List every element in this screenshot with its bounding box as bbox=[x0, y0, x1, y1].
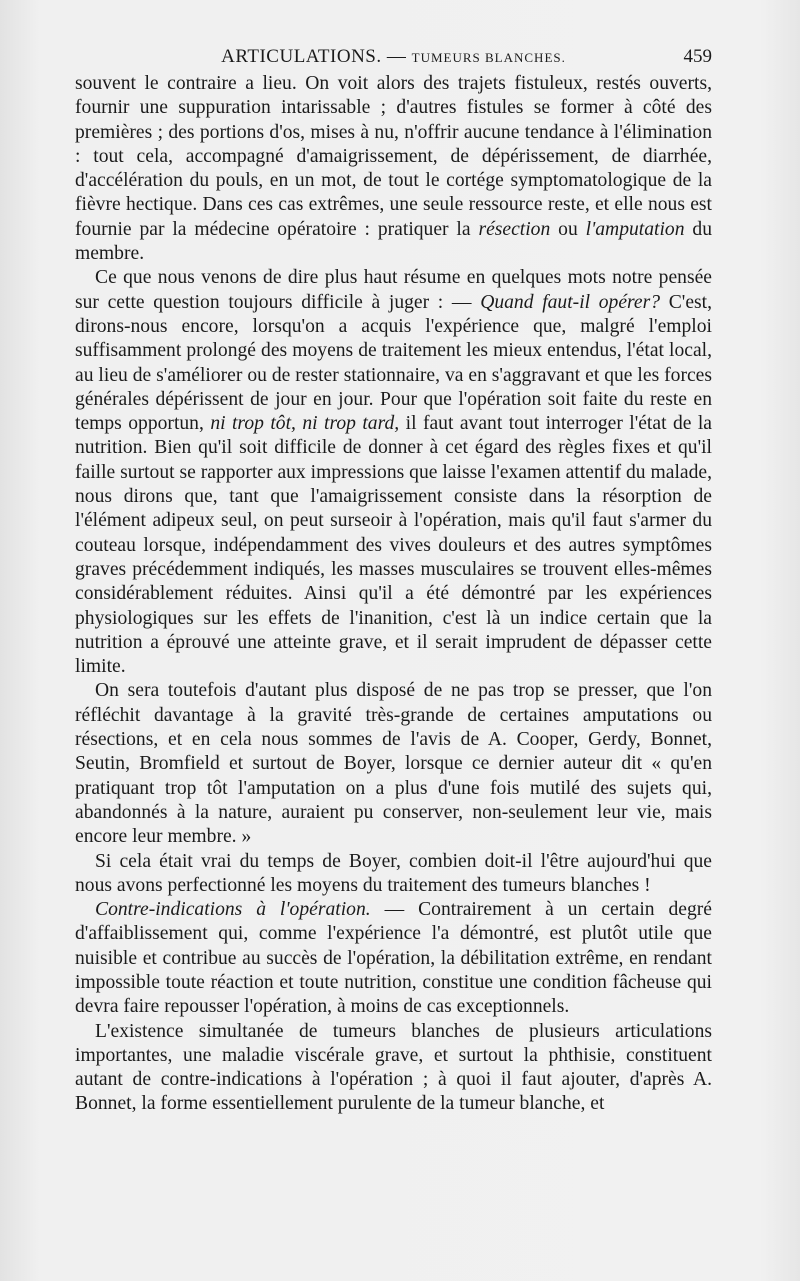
paragraph-6: L'existence simultanée de tumeurs blanches de plusieurs articulations importantes, une maladie viscérale grave, et surtout la phthisie, constituent autant de contre-indications à l'opération ; à quoi il faut ajouter, d'après A. Bonnet, la forme essentiellement purulente de la tumeur blanche, et bbox=[75, 1020, 712, 1115]
paragraph-3: On sera toutefois d'autant plus disposé de ne pas trop se presser, que l'on réfléchit davantage à la gravité très-grande de certaines amputations ou résections, et en cela nous sommes de l'avis de A. Cooper, Gerdy, Bonnet, Seutin, Bromfield et surtout de Boyer, lorsque ce dernier auteur dit « qu'en pratiquant trop tôt l'amputation on a plus d'une fois mutilé des sujets qui, abandonnés à la nature, auraient pu conserver, non-seulement leur vie, mais encore leur membre. » bbox=[75, 680, 712, 848]
paragraph-1: souvent le contraire a lieu. On voit alors des trajets fistuleux, restés ouverts, fournir une suppuration intarissable ; d'autres fistules se former à côté des premières ; des portions d'os, mises à nu, n'offrir aucune tendance à l'élimination : tout cela, accompagné d'amaigrissement, de dépérissement, de diarrhée, d'accélération du pouls, en un mot, de tout le cortége symptomatologique de la fièvre hectique. Dans ces cas extrêmes, une seule ressource reste, et elle nous est fournie par la médecine opératoire : pratiquer la résection ou l'amputation du membre. bbox=[75, 73, 712, 265]
term-amputation: l'amputation bbox=[585, 218, 685, 240]
page-header bbox=[75, 40, 712, 70]
phrase-ni-trop-tot: ni trop tôt, ni trop tard, bbox=[210, 413, 400, 435]
running-head-dash: — bbox=[386, 46, 407, 67]
paragraph-4: Si cela était vrai du temps de Boyer, combien doit-il l'être aujourd'hui que nous avons perfectionné les moyens du traitement des tumeurs blanches ! bbox=[75, 850, 712, 896]
section-heading-contre-indications: Contre-indications à l'opération. bbox=[95, 899, 371, 921]
page-number: 459 bbox=[683, 46, 712, 67]
running-head-main: ARTICULATIONS. bbox=[221, 46, 382, 67]
running-head bbox=[75, 46, 712, 68]
term-resection: résection bbox=[478, 218, 551, 240]
question-quand-operer: Quand faut-il opérer? bbox=[480, 291, 661, 313]
running-head-sub: TUMEURS BLANCHES. bbox=[411, 50, 566, 65]
paragraph-2: Ce que nous venons de dire plus haut résume en quelques mots notre pensée sur cette question toujours difficile à juger : — Quand faut-il opérer? C'est, dirons-nous encore, lorsqu'on a acquis l'expérience que, malgré l'emploi suffisamment prolongé des moyens de traitement les mieux entendus, l'état local, au lieu de s'améliorer ou de rester stationnaire, va en s'aggravant et que les forces générales dépérissent de jour en jour. Pour que l'opération soit faite du reste en temps opportun, ni trop tôt, ni trop tard, il faut avant tout interroger l'état de la nutrition. Bien qu'il soit difficile de donner à cet égard des règles fixes et qu'il faille surtout se rapporter aux impressions que laisse l'examen attentif du malade, nous dirons que, tant que l'amaigrissement consiste dans la résorption de l'élément adipeux seul, on peut surseoir à l'opération, mais qu'il faut s'armer du couteau lorsque, indépendamment des vives douleurs et des autres symptômes graves précédemment indiqués, les masses musculaires se trouvent elles-mêmes considérablement réduites. Ainsi qu'il a été démontré par les expériences physiologiques sur les effets de l'inanition, c'est là un indice certain que la nutrition a éprouvé une atteinte grave, et il serait imprudent de dépasser cette limite. bbox=[75, 267, 713, 678]
paragraph-5: Contre-indications à l'opération. — Contrairement à un certain degré d'affaiblissement qui, comme l'expérience l'a démontré, est plutôt utile que nuisible et contribue au succès de l'opération, la débilitation extrême, en rendant impossible toute réaction et toute nutrition, constitue une condition fâcheuse qui devra faire repousser l'opération, à moins de cas exceptionnels. bbox=[75, 899, 712, 1018]
body-text bbox=[75, 72, 712, 1117]
